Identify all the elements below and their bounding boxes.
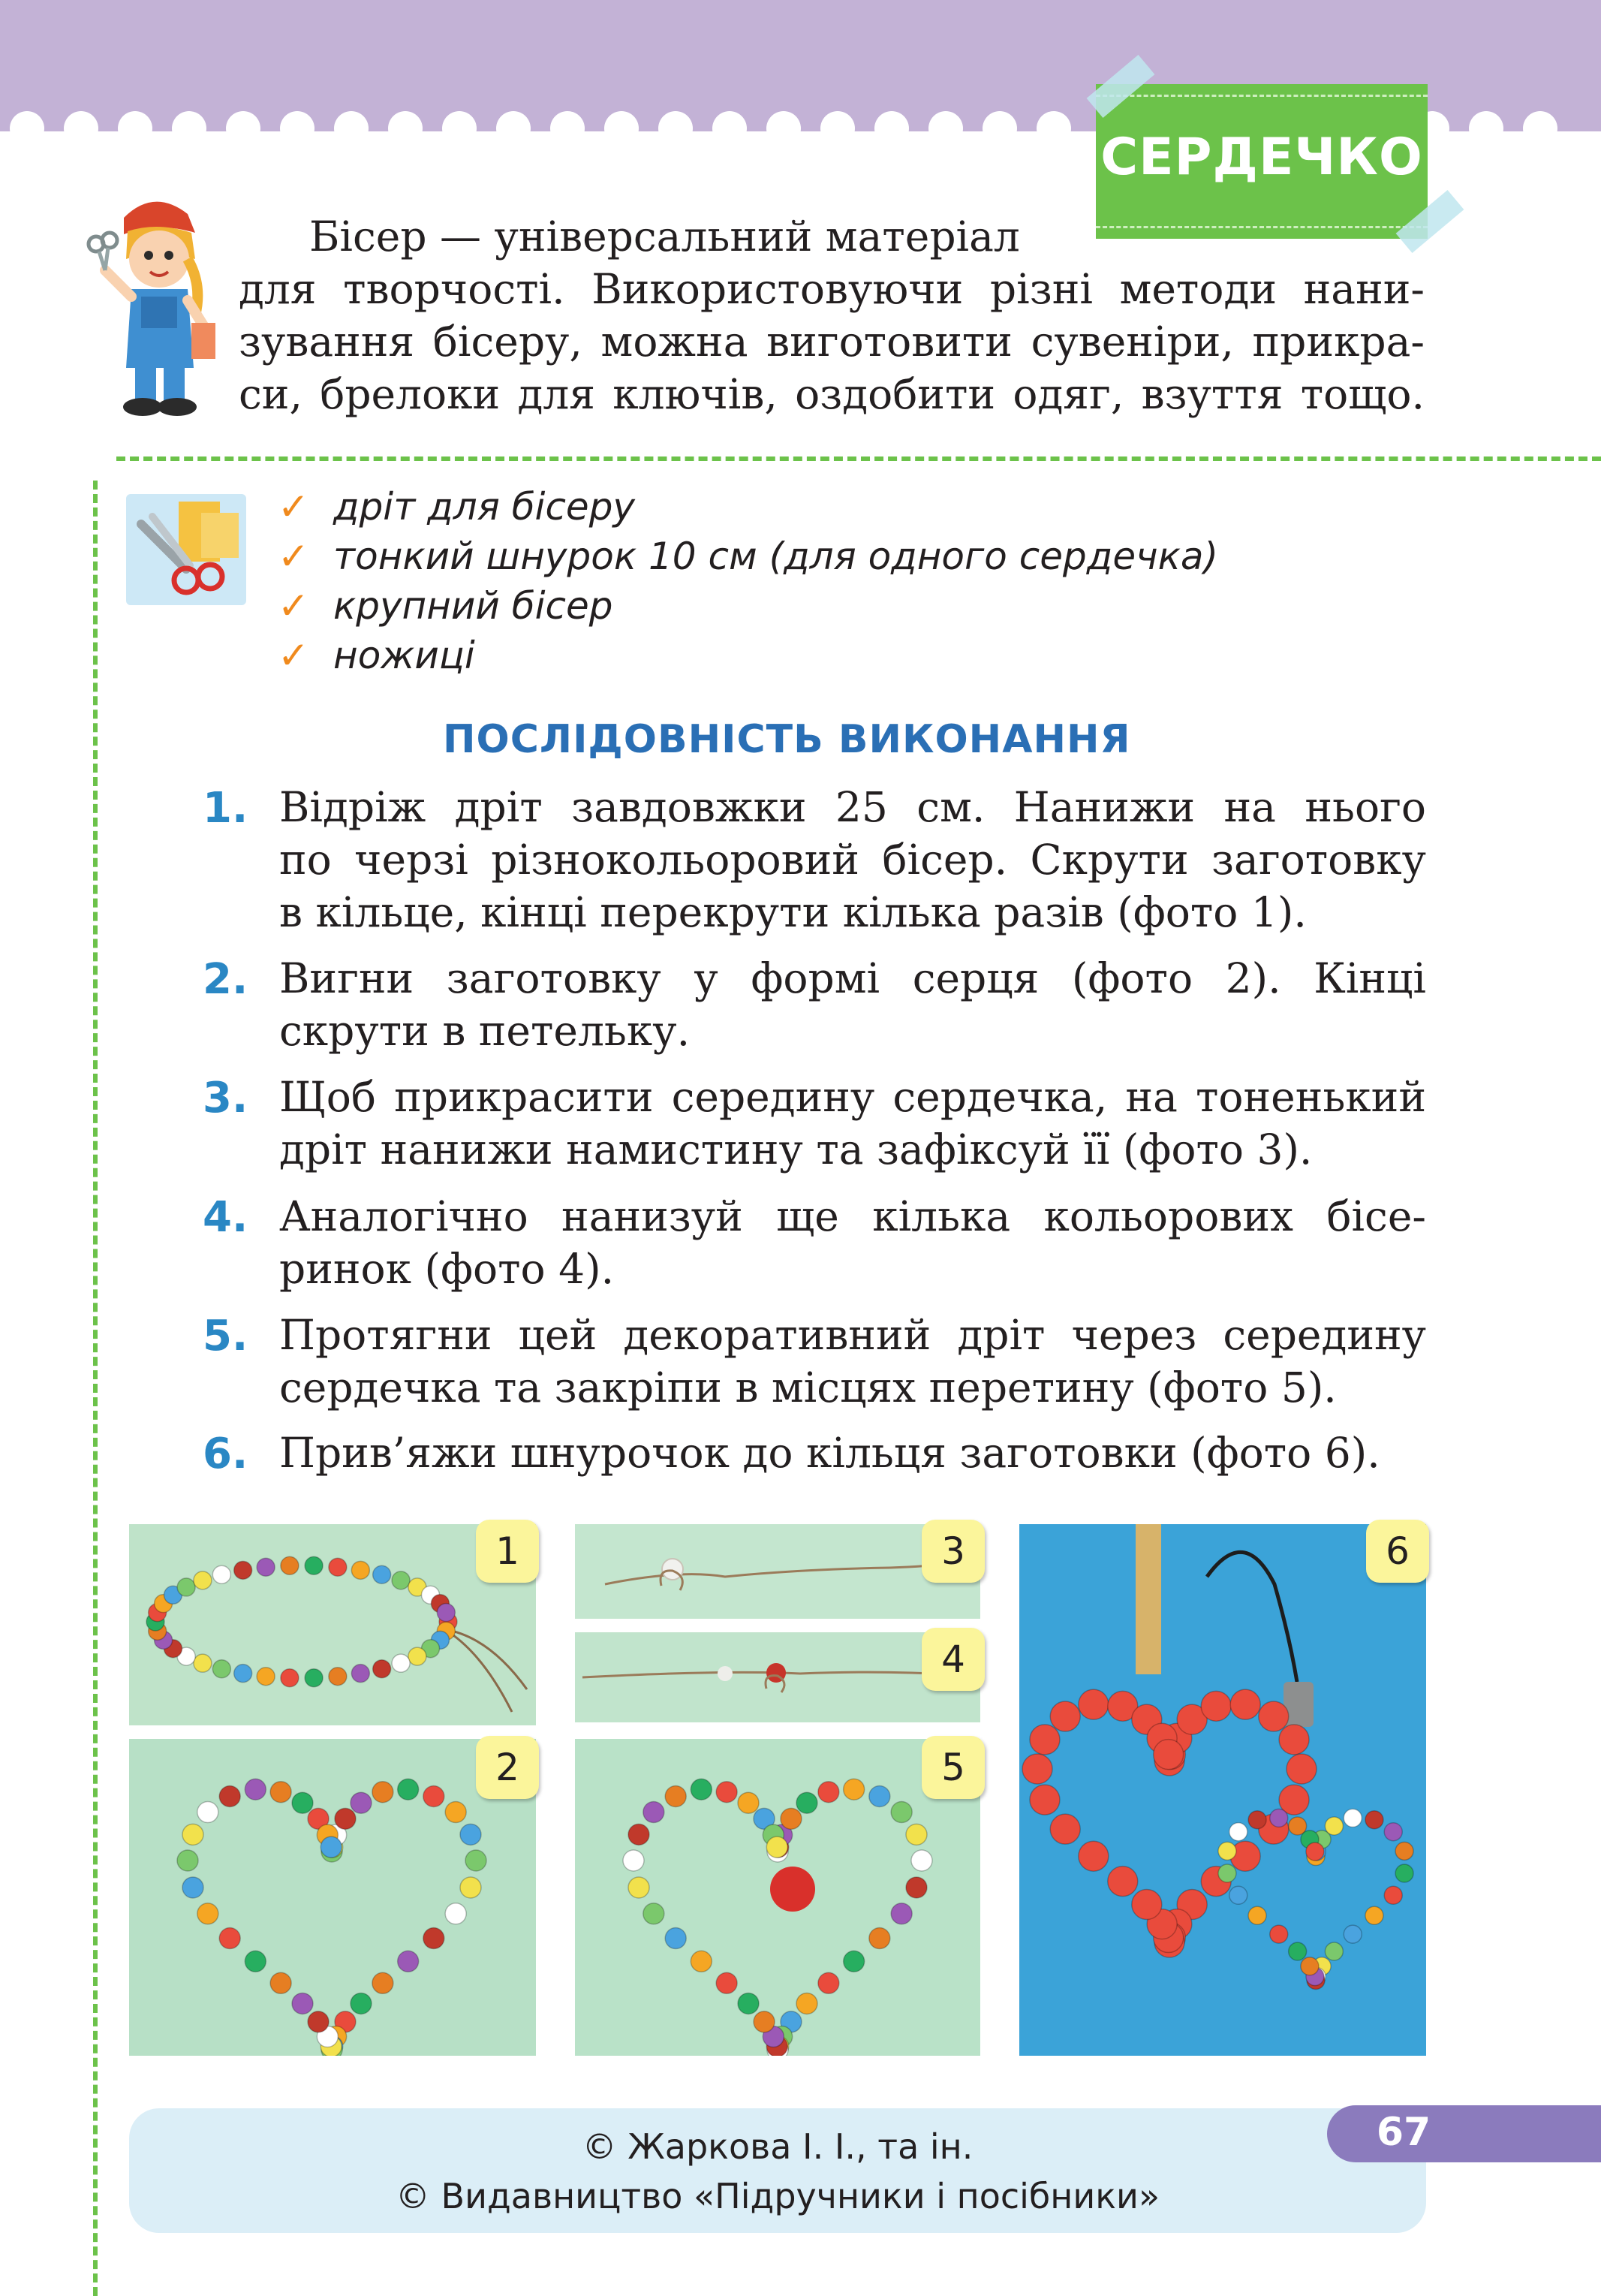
- bead: [351, 1561, 369, 1579]
- header-dot: [658, 111, 693, 146]
- bead: [1325, 1817, 1343, 1835]
- bead: [1230, 1689, 1260, 1719]
- header-dot: [1037, 111, 1071, 146]
- bead: [665, 1928, 686, 1949]
- step-line: в кільце, кінці перекрути кілька разів (фото 1).: [279, 888, 1307, 936]
- bead: [869, 1785, 890, 1806]
- bead: [691, 1951, 712, 1972]
- bead: [869, 1928, 890, 1949]
- bead: [245, 1779, 266, 1800]
- bead: [234, 1665, 252, 1683]
- bead: [1050, 1701, 1080, 1731]
- photo-2-heart: [129, 1739, 536, 2056]
- photo-badge-5: 5: [922, 1736, 985, 1799]
- bead: [182, 1824, 203, 1845]
- bead: [197, 1802, 218, 1823]
- frame-top-dashed: [116, 456, 1601, 461]
- step-line: скрути в петельку.: [279, 1007, 691, 1055]
- bead: [212, 1565, 230, 1583]
- bead: [1218, 1842, 1236, 1860]
- bead: [1365, 1906, 1383, 1924]
- photo-badge-2: 2: [476, 1736, 539, 1799]
- bead: [335, 1808, 356, 1829]
- bead: [465, 1850, 486, 1871]
- bead: [194, 1571, 212, 1589]
- header-dot: [442, 111, 477, 146]
- checkmark-icon: ✓: [278, 584, 309, 628]
- photo-badge-3: 3: [922, 1520, 985, 1583]
- intro-line: для творчості. Використовуючи різні методи нани-: [239, 265, 1425, 313]
- bead: [445, 1802, 466, 1823]
- material-item: тонкий шнурок 10 см (для одного сердечка): [333, 535, 1218, 578]
- bead: [911, 1850, 932, 1871]
- page-title: СЕРДЕЧКО: [1100, 128, 1423, 187]
- bead: [1384, 1823, 1402, 1841]
- photo-badge-1: 1: [476, 1520, 539, 1583]
- bead: [643, 1903, 664, 1924]
- bead: [351, 1665, 369, 1683]
- bead: [796, 1993, 817, 2014]
- bead: [1154, 1740, 1184, 1770]
- bead: [460, 1824, 481, 1845]
- bead: [219, 1785, 240, 1806]
- bead: [281, 1556, 299, 1574]
- bead: [212, 1660, 230, 1678]
- photo-4: [575, 1632, 980, 1722]
- bead: [1108, 1867, 1138, 1897]
- bead: [716, 1782, 737, 1803]
- header-dot: [10, 111, 44, 146]
- bead: [305, 1669, 323, 1687]
- bead: [738, 1792, 759, 1813]
- bead: [292, 1792, 313, 1813]
- step-line: ринок (фото 4).: [279, 1245, 615, 1293]
- bead: [796, 1792, 817, 1813]
- photo-3: [575, 1524, 980, 1619]
- bead: [423, 1785, 444, 1806]
- bead: [643, 1802, 664, 1823]
- header-dot: [820, 111, 855, 146]
- header-dot: [64, 111, 98, 146]
- bead: [1079, 1841, 1109, 1871]
- step-line: Щоб прикрасити середину сердечка, на тоненький: [279, 1073, 1426, 1121]
- photo-6-hearts: [1019, 1524, 1426, 2056]
- step-line: дріт нанижи намистину та зафіксуй її (фото 3).: [279, 1125, 1313, 1174]
- material-item: дріт для бісеру: [333, 485, 636, 529]
- bead: [906, 1877, 927, 1898]
- bead: [1201, 1691, 1231, 1721]
- bead: [373, 1660, 391, 1678]
- bead: [1395, 1842, 1413, 1860]
- photo-6: [1019, 1524, 1426, 2056]
- bead: [1030, 1785, 1060, 1815]
- sequence-heading: ПОСЛІДОВНІСТЬ ВИКОНАННЯ: [443, 717, 1131, 762]
- materials-scissors-icon: [126, 494, 246, 605]
- bead: [197, 1903, 218, 1924]
- checkmark-icon: ✓: [278, 535, 309, 578]
- footer-copyright-publisher: © Видавництво «Підручники і посібники»: [395, 2176, 1160, 2216]
- bead: [321, 1836, 342, 1858]
- bead: [305, 1556, 323, 1574]
- bead: [906, 1824, 927, 1845]
- step-number: 3.: [203, 1074, 248, 1122]
- bead: [392, 1654, 410, 1672]
- bead: [1050, 1814, 1080, 1844]
- bead: [329, 1668, 347, 1686]
- header-dot: [983, 111, 1017, 146]
- intro-line: Бісер — універсальний матеріал: [309, 212, 1020, 261]
- bead: [844, 1779, 865, 1800]
- bead: [392, 1571, 410, 1589]
- bead: [691, 1779, 712, 1800]
- bead: [329, 1558, 347, 1576]
- bead: [1306, 1843, 1324, 1861]
- bead: [437, 1604, 455, 1622]
- material-item: крупний бісер: [333, 584, 613, 628]
- photo-5-heart: [575, 1739, 980, 2056]
- bead: [445, 1903, 466, 1924]
- bead: [665, 1785, 686, 1806]
- bead: [257, 1668, 275, 1686]
- header-dot: [388, 111, 423, 146]
- bead: [754, 2011, 775, 2032]
- header-dot: [550, 111, 585, 146]
- photo-4-wire: [575, 1632, 980, 1722]
- photo-1: [129, 1524, 536, 1725]
- header-dot: [1469, 111, 1503, 146]
- center-bead: [770, 1867, 815, 1912]
- bead: [1270, 1809, 1288, 1827]
- bead: [234, 1561, 252, 1579]
- bead: [818, 1972, 839, 1993]
- bead: [818, 1782, 839, 1803]
- bead: [1229, 1886, 1247, 1904]
- bead: [1218, 1864, 1236, 1882]
- step-line: Вигни заготовку у формі серця (фото 2). Кінці: [279, 954, 1426, 1002]
- bead: [460, 1877, 481, 1898]
- bead: [373, 1565, 391, 1583]
- photo-1-beads: [129, 1524, 536, 1725]
- bead: [766, 1836, 787, 1858]
- bead: [194, 1654, 212, 1672]
- header-dot: [874, 111, 909, 146]
- bead: [372, 1972, 393, 1993]
- step-line: сердечка та закріпи в місцях перетину (фото 5).: [279, 1363, 1337, 1412]
- header-dot: [496, 111, 531, 146]
- step-number: 6.: [203, 1430, 248, 1478]
- footer-copyright-authors: © Жаркова І. І., та ін.: [582, 2126, 974, 2167]
- bead: [1132, 1889, 1162, 1919]
- bead: [423, 1928, 444, 1949]
- bead: [182, 1877, 203, 1898]
- bead: [1365, 1811, 1383, 1829]
- header-dot: [712, 111, 747, 146]
- bead: [1079, 1689, 1109, 1719]
- bead: [1270, 1925, 1288, 1943]
- bead: [270, 1782, 291, 1803]
- bead: [351, 1993, 372, 2014]
- header-dot: [118, 111, 152, 146]
- step-number: 5.: [203, 1312, 248, 1360]
- bead: [1022, 1754, 1052, 1784]
- header-dot: [280, 111, 314, 146]
- bead: [1301, 1957, 1319, 1975]
- bead: [1030, 1725, 1060, 1755]
- bead: [219, 1928, 240, 1949]
- intro-line: зування бісеру, можна виготовити сувеніри, прикра-: [239, 318, 1425, 366]
- step-line: Прив’яжи шнурочок до кільця заготовки (фото 6).: [279, 1429, 1380, 1477]
- step-number: 4.: [203, 1193, 248, 1242]
- page-number: 67: [1376, 2110, 1431, 2155]
- bead: [1248, 1811, 1266, 1829]
- photo-badge-4: 4: [922, 1628, 985, 1691]
- bead: [891, 1903, 912, 1924]
- bead: [408, 1647, 426, 1665]
- header-dot: [604, 111, 639, 146]
- bead: [738, 1993, 759, 2014]
- photo-badge-6: 6: [1366, 1520, 1429, 1583]
- bead: [628, 1877, 649, 1898]
- intro-line: си, брелоки для ключів, оздобити одяг, взуття тощо.: [239, 370, 1425, 418]
- bead: [1289, 1942, 1307, 1960]
- bead: [245, 1951, 266, 1972]
- bead: [1279, 1725, 1309, 1755]
- step-line: по черзі різнокольоровий бісер. Скрути заготовку: [279, 836, 1426, 884]
- bead: [1325, 1942, 1343, 1960]
- girl-with-scissors-illustration: [83, 188, 218, 420]
- bead: [1344, 1809, 1362, 1827]
- bead: [716, 1972, 737, 1993]
- bead: [623, 1850, 644, 1871]
- photo-5: [575, 1739, 980, 2056]
- bead: [270, 1972, 291, 1993]
- bead: [844, 1951, 865, 1972]
- bead: [398, 1951, 419, 1972]
- header-dot: [334, 111, 369, 146]
- bead: [292, 1993, 313, 2014]
- frame-left-dashed: [93, 481, 98, 2296]
- step-line: Аналогічно нанизуй ще кілька кольорових бісе-: [279, 1192, 1426, 1240]
- photo-3-wire: [575, 1524, 980, 1619]
- bead: [628, 1824, 649, 1845]
- bead: [1259, 1701, 1289, 1731]
- step-line: Протягни цей декоративний дріт через середину: [279, 1311, 1426, 1359]
- header-dot: [172, 111, 206, 146]
- step-number: 1.: [203, 784, 248, 833]
- bead: [177, 1578, 195, 1596]
- bead: [781, 1808, 802, 1829]
- bead: [398, 1779, 419, 1800]
- bead: [1344, 1925, 1362, 1943]
- bead: [1229, 1823, 1247, 1841]
- header-dot: [1523, 111, 1557, 146]
- checkmark-icon: ✓: [278, 485, 309, 529]
- bead: [1384, 1886, 1402, 1904]
- header-dot: [766, 111, 801, 146]
- bead: [1248, 1906, 1266, 1924]
- header-dot: [928, 111, 963, 146]
- bead: [372, 1782, 393, 1803]
- material-item: ножиці: [333, 634, 475, 677]
- bead: [351, 1792, 372, 1813]
- photo-2: [129, 1739, 536, 2056]
- bead: [1395, 1864, 1413, 1882]
- bead: [308, 2011, 329, 2032]
- header-dot: [226, 111, 260, 146]
- bead: [257, 1558, 275, 1576]
- bead: [1287, 1754, 1317, 1784]
- bead: [891, 1802, 912, 1823]
- bead: [177, 1850, 198, 1871]
- step-number: 2.: [203, 955, 248, 1004]
- checkmark-icon: ✓: [278, 634, 309, 677]
- step-line: Відріж дріт завдовжки 25 см. Нанижи на нього: [279, 783, 1426, 831]
- bead: [281, 1669, 299, 1687]
